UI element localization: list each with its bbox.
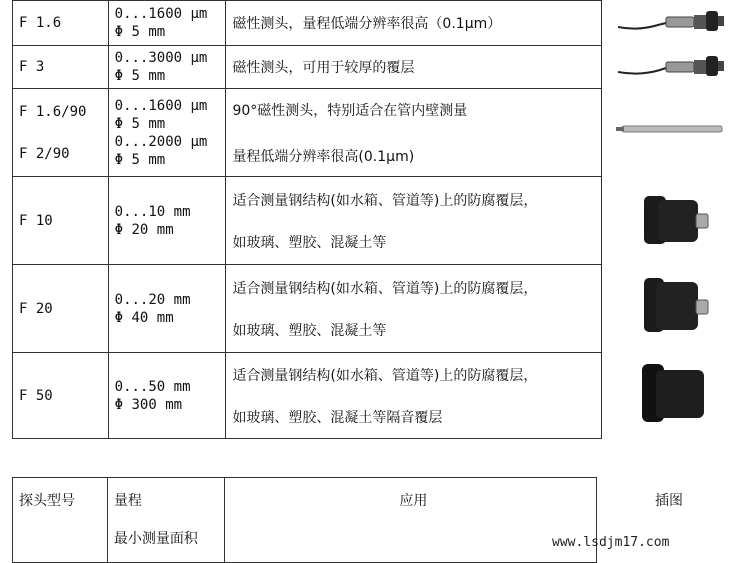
header-application: 应用 xyxy=(224,478,596,563)
table-row xyxy=(13,89,602,177)
description-cell xyxy=(226,89,602,177)
table-row xyxy=(13,46,602,89)
range-value: 0...10 mm xyxy=(114,203,191,220)
model-cell: F 3 xyxy=(13,46,109,89)
description-line: 适合测量钢结构(如水箱、管道等)上的防腐覆层， xyxy=(232,280,538,297)
range-cell xyxy=(108,89,226,177)
description-cell: 磁性测头，量程低端分辨率很高（0.1μm） xyxy=(226,1,602,46)
model-value: F 1.6/90 xyxy=(19,103,87,120)
model-value: F 2/90 xyxy=(19,145,70,162)
cylinder-probe-image xyxy=(640,272,715,338)
table-row xyxy=(13,353,602,439)
description-line: 量程低端分辨率很高(0.1μm) xyxy=(232,148,415,165)
description-cell xyxy=(226,353,602,439)
rod-probe-image xyxy=(614,120,734,140)
description-cell: 磁性测头，可用于较厚的覆层 xyxy=(226,46,602,89)
diameter-value: Φ 5 mm xyxy=(114,151,166,168)
range-cell xyxy=(108,1,226,46)
range-value: 0...2000 μm xyxy=(114,133,208,150)
range-value: 0...20 mm xyxy=(114,291,191,308)
range-value: 0...50 mm xyxy=(114,378,191,395)
diameter-value: Φ 5 mm xyxy=(114,115,166,132)
range-cell xyxy=(108,46,226,89)
watermark: www.lsdjm17.com xyxy=(552,535,670,550)
model-cell: F 1.6 xyxy=(13,1,109,46)
diameter-value: Φ 5 mm xyxy=(114,68,166,84)
cable-probe-image xyxy=(618,52,733,82)
probe-table xyxy=(12,0,602,439)
diameter-value: Φ 5 mm xyxy=(114,24,166,40)
model-cell xyxy=(13,89,109,177)
description-line: 如玻璃、塑胶、混凝土等 xyxy=(232,322,387,339)
cylinder-probe-image xyxy=(638,360,713,426)
description-cell xyxy=(226,177,602,265)
description-cell xyxy=(226,265,602,353)
range-value: 0...1600 μm xyxy=(114,6,208,22)
range-cell xyxy=(108,177,226,265)
model-cell: F 10 xyxy=(13,177,109,265)
table-row xyxy=(13,478,597,563)
description-line: 如玻璃、塑胶、混凝土等隔音覆层 xyxy=(232,409,443,426)
range-cell xyxy=(108,265,226,353)
header-figure: 插图 xyxy=(655,493,683,509)
model-cell: F 20 xyxy=(13,265,109,353)
diameter-value: Φ 20 mm xyxy=(114,221,174,238)
cable-probe-image xyxy=(618,5,733,35)
table-row xyxy=(13,265,602,353)
description-line: 适合测量钢结构(如水箱、管道等)上的防腐覆层， xyxy=(232,367,538,384)
table-row xyxy=(13,177,602,265)
header-model: 探头型号 xyxy=(13,478,108,563)
header-area-label: 最小测量面积 xyxy=(113,531,198,547)
description-line: 如玻璃、塑胶、混凝土等 xyxy=(232,234,387,251)
range-cell xyxy=(108,353,226,439)
cut-off-caption xyxy=(14,452,259,461)
diameter-value: Φ 300 mm xyxy=(114,396,183,413)
diameter-value: Φ 40 mm xyxy=(114,309,174,326)
range-value: 0...1600 μm xyxy=(114,97,208,114)
description-line: 90°磁性测头，特别适合在管内壁测量 xyxy=(232,102,468,119)
description-line: 适合测量钢结构(如水箱、管道等)上的防腐覆层， xyxy=(232,192,538,209)
model-cell: F 50 xyxy=(13,353,109,439)
table-row xyxy=(13,1,602,46)
header-range-label: 量程 xyxy=(113,493,142,509)
range-value: 0...3000 μm xyxy=(114,50,208,66)
cylinder-probe-image xyxy=(640,188,715,250)
header-table xyxy=(12,477,597,563)
header-range xyxy=(107,478,224,563)
